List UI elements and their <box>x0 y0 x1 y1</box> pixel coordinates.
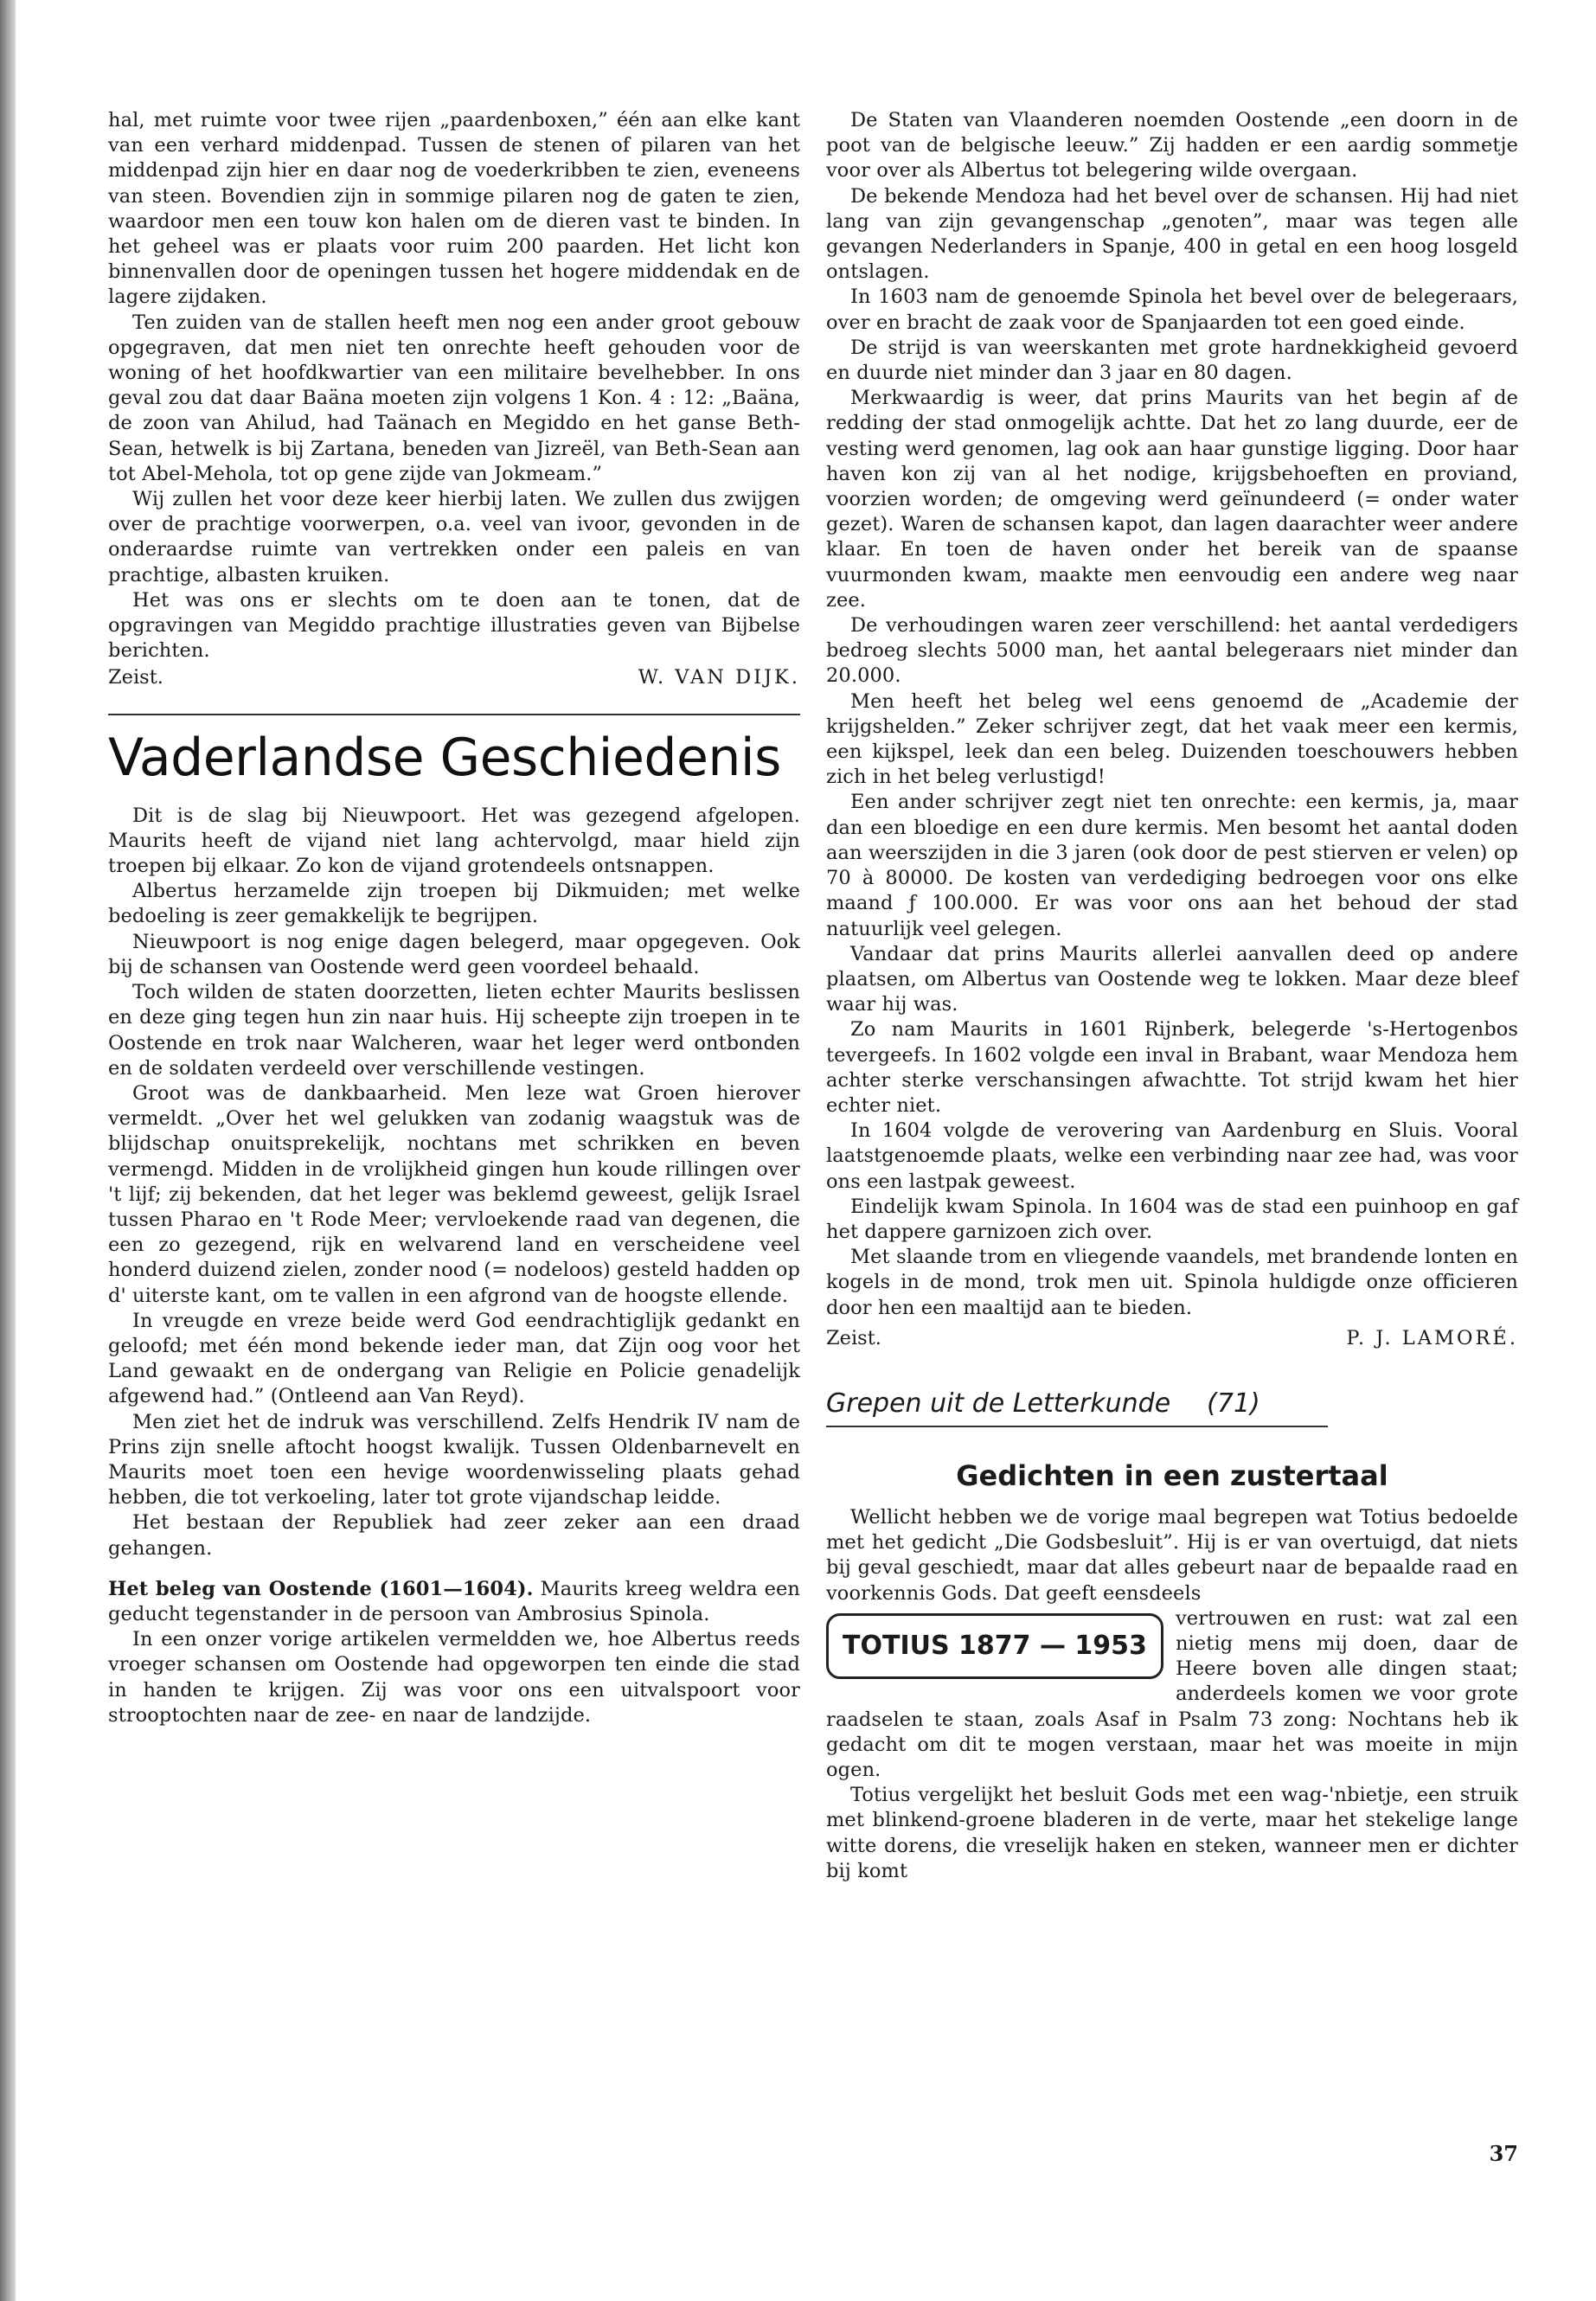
oostende-paragraph-13: Met slaande trom en vliegende vaandels, met brandende lonten en kogels in de mond, trok men uit. Spinola huldigde onze officieren door hen een maaltijd aan te bieden. <box>826 1246 1518 1319</box>
series-title: Grepen uit de Letterkunde <box>826 1388 1171 1419</box>
oostende-paragraph-12: Eindelijk kwam Spinola. In 1604 was de stad een puinhoop en gaf het dappere garnizoen zich over. <box>826 1195 1518 1243</box>
series-heading <box>826 1386 1328 1427</box>
oostende-paragraph-11: In 1604 volgde de verovering van Aardenburg en Sluis. Vooral laatstgenoemde plaats, welke een verbinding naar zee had, was voor ons een lastpak geweest. <box>826 1119 1518 1193</box>
page-number: 37 <box>1489 2141 1518 2166</box>
history-paragraph-4: Toch wilden de staten doorzetten, lieten echter Maurits beslissen en deze ging tegen hun zin naar huis. Hij scheepte zijn troepen in te Oostende en trok naar Walcheren, waar het leger werd ontbonden en de soldaten verdeeld over verschillende vestingen. <box>108 981 800 1080</box>
series-number: (71) <box>1207 1388 1260 1419</box>
history-paragraph-2: Albertus herzamelde zijn troepen bij Dikmuiden; met welke bedoeling is zeer gemakkelijk te begrijpen. <box>108 880 800 928</box>
literature-paragraph-1-continued: vertrouwen en rust: wat zal een nietig mens mij doen, daar de Heere boven alle dingen staat; anderdeels komen we voor grote raadselen te staan, zoals Asaf in Psalm 73 zong: Nochtans heb ik gedacht om dit te mogen verstaan, maar het was moeite in mijn ogen. <box>826 1606 1518 1781</box>
siege-heading: Het beleg van Oostende (1601—1604). <box>108 1577 534 1600</box>
signature-author: P. J. LAMORÉ. <box>1346 1326 1518 1349</box>
oostende-paragraph-9: Vandaar dat prins Maurits allerlei aanvallen deed op andere plaatsen, om Albertus van Oostende weg te lokken. Maar deze bleef waar hij was. <box>826 942 1518 1016</box>
section-divider <box>108 714 800 715</box>
siege-paragraph-1 <box>108 1577 800 1627</box>
totius-box: TOTIUS 1877 — 1953 <box>826 1613 1163 1679</box>
history-paragraph-1: Dit is de slag bij Nieuwpoort. Het was gezegend afgelopen. Maurits heeft de vijand niet lang achtervolgd, maar hield zijn troepen bij elkaar. Zo kon de vijand grotendeels ontsnappen. <box>108 804 800 878</box>
literature-paragraph-2: Totius vergelijkt het besluit Gods met een wag-'nbietje, een struik met blinkend-groene bladeren in de verte, maar het stekelige lange witte dorens, die vreselijk haken en steken, wanneer men er dichter bij komt <box>826 1784 1518 1882</box>
oostende-paragraph-8: Een ander schrijver zegt niet ten onrechte: een kermis, ja, maar dan een bloedige en een dure kermis. Men besomt het aantal doden aan weerszijden in die 3 jaren (ook door de pest stierven er velen) op 70 à 80000. De kosten van verdediging bedroegen voor ons elke maand ƒ 100.000. Er was voor ons aan het behoud der stad natuurlijk veel gelegen. <box>826 791 1518 940</box>
left-column <box>108 108 800 1728</box>
megiddo-paragraph-4: Het was ons er slechts om te doen aan te tonen, dat de opgravingen van Megiddo prachtige illustraties geven van Bijbelse berichten. <box>108 588 800 663</box>
history-paragraph-5: Groot was de dankbaarheid. Men leze wat Groen hierover vermeldt. „Over het wel gelukken van zodanig waagstuk was de blijdschap onuitsprekelijk, nochtans met schrikken en beven vermengd. Midden in de vrolijkheid gingen hun koude rillingen over 't lijf; zij bekenden, dat het leger was beklemd geweest, gelijk Israel tussen Pharao en 't Rode Meer; vervloekende raad van degenen, die een zo gezegend, rijk en welvarend land en verscheidene veel honderd duizend zielen, zonder nood (= nodeloos) gesteld hadden op d' uiterste kant, om te vallen in een afgrond van de hoogste ellende. <box>108 1081 800 1307</box>
oostende-paragraph-1: De Staten van Vlaanderen noemden Oostende „een doorn in de poot van de belgische leeuw.” Zij hadden er een aardig sommetje voor over als Albertus tot belegering wilde overgaan. <box>826 109 1518 183</box>
oostende-paragraph-10: Zo nam Maurits in 1601 Rijnberk, belegerde 's-Hertogenbos tevergeefs. In 1602 volgde een inval in Brabant, waar Mendoza hem achter sterke verschansingen afwachtte. Tot strijd kwam het hier echter niet. <box>826 1018 1518 1117</box>
signature-author: W. VAN DIJK. <box>638 666 800 689</box>
history-paragraph-7: Men ziet het de indruk was verschillend. Zelfs Hendrik IV nam de Prins zijn snelle aftocht hoogst kwalijk. Tussen Oldenbarnevelt en Maurits moet toen een hevige woordenwisseling plaats gehad hebben, die tot verkoeling, later tot grote vijandschap leidde. <box>108 1410 800 1509</box>
signature-place: Zeist. <box>108 666 163 689</box>
megiddo-paragraph-1: hal, met ruimte voor twee rijen „paardenboxen,” één aan elke kant van een verhard middenpad. Tussen de stenen of pilaren van het middenpad zijn hier en daar nog de voederkribben te zien, eveneens van steen. Bovendien zijn in sommige pilaren nog de gaten te zien, waardoor men een touw kon halen om de dieren vast te binden. In het geheel was er plaats voor ruim 200 paarden. Het licht kon binnenvallen door de openingen tussen het hogere middendak en de lagere zijdaken. <box>108 109 800 309</box>
oostende-paragraph-6: De verhoudingen waren zeer verschillend: het aantal verdedigers bedroeg slechts 5000 man, het aantal belegeraars niet minder dan 20.000. <box>826 614 1518 688</box>
oostende-paragraph-2: De bekende Mendoza had het bevel over de schansen. Hij had niet lang van zijn gevangenschap „genoten”, maar was tegen alle gevangen Nederlanders in Spanje, 400 in getal en een hoog losgeld ontslagen. <box>826 184 1518 284</box>
oostende-paragraph-3: In 1603 nam de genoemde Spinola het bevel over de belegeraars, over en bracht de zaak voor de Spanjaarden tot een goed einde. <box>826 285 1518 334</box>
siege-paragraph-2: In een onzer vorige artikelen vermeldden we, hoe Albertus reeds vroeger schansen om Oostende had opgeworpen ten einde die stad in handen te krijgen. Zij was voor ons een uitvalspoort voor strooptochten naar de zee- en naar de landzijde. <box>108 1628 800 1727</box>
oostende-paragraph-7: Men heeft het beleg wel eens genoemd de „Academie der krijgshelden.” Zeker schrijver zegt, dat het vaak meer een kermis, een kijkspel, leek dan een beleg. Duizenden toeschouwers hebben zich in het beleg verlustigd! <box>826 689 1518 789</box>
siege-first-text: Maurits kreeg weldra een geducht tegenstander in de persoon van Ambrosius Spinola. <box>108 1577 800 1625</box>
megiddo-paragraph-2: Ten zuiden van de stallen heeft men nog een ander groot gebouw opgegraven, dat men niet ten onrechte heeft gehouden voor de woning of het hoofdkwartier van een militaire bevelhebber. In ons geval zou dat daar Baäna moeten zijn volgens 1 Kon. 4 : 12: „Baäna, de zoon van Ahilud, had Taänach en Megiddo en het ganse Beth-Sean, hetwelk is bij Zartana, beneden van Jizreël, van Beth-Sean aan tot Abel-Mehola, tot op gene zijde van Jokmeam.” <box>108 311 800 485</box>
megiddo-paragraph-3: Wij zullen het voor deze keer hierbij laten. We zullen dus zwijgen over de prachtige voorwerpen, o.a. veel van ivoor, gevonden in de onderaardse ruimte van vertrekken onder een paleis en van prachtige, albasten kruiken. <box>108 488 800 586</box>
right-column <box>826 108 1518 1884</box>
oostende-paragraph-4: De strijd is van weerskanten met grote hardnekkigheid gevoerd en duurde niet minder dan 3 jaar en 80 dagen. <box>826 336 1518 385</box>
page-binding-edge <box>0 0 16 2301</box>
history-signature <box>826 1326 1518 1351</box>
signature-place: Zeist. <box>826 1326 881 1349</box>
history-paragraph-3: Nieuwpoort is nog enige dagen belegerd, maar opgegeven. Ook bij de schansen van Oostende werd geen voordeel behaald. <box>108 930 800 978</box>
history-paragraph-6: In vreugde en vreze beide werd God eendrachtiglijk gedankt en geloofd; met één mond bekende ieder man, dat Zijn oog voor het Land gewaakt en de ondergang van Religie en Policie genadelijk afgewend had.” (Ontleend aan Van Reyd). <box>108 1309 800 1408</box>
literature-paragraph-1: Wellicht hebben we de vorige maal begrepen wat Totius bedoelde met het gedicht „Die Godsbesluit”. Hij is er van overtuigd, dat niets bij geval geschiedt, maar dat alles gebeurt naar de bepaalde raad en voorkennis Gods. Dat geeft eensdeels <box>826 1505 1518 1605</box>
oostende-paragraph-5: Merkwaardig is weer, dat prins Maurits van het begin af de redding der stad onmogelijk achtte. Dat het zo lang duurde, eer de vesting werd genomen, lag ook aan haar gunstige ligging. Door haar haven kon zij van al het nodige, krijgsbehoeften en proviand, voorzien worden; de omgeving werd geïnundeerd (= onder water gezet). Waren de schansen kapot, dan lagen daarachter weer andere klaar. En toen de haven onder het bereik van de spaanse vuurmonden kwam, maakte men eenvoudig een andere weg naar zee. <box>826 387 1518 612</box>
history-paragraph-8: Het bestaan der Republiek had zeer zeker aan een draad gehangen. <box>108 1511 800 1560</box>
section-title: Vaderlandse Geschiedenis <box>108 727 781 788</box>
megiddo-signature <box>108 665 800 690</box>
poem-section-title: Gedichten in een zustertaal <box>956 1458 1388 1492</box>
